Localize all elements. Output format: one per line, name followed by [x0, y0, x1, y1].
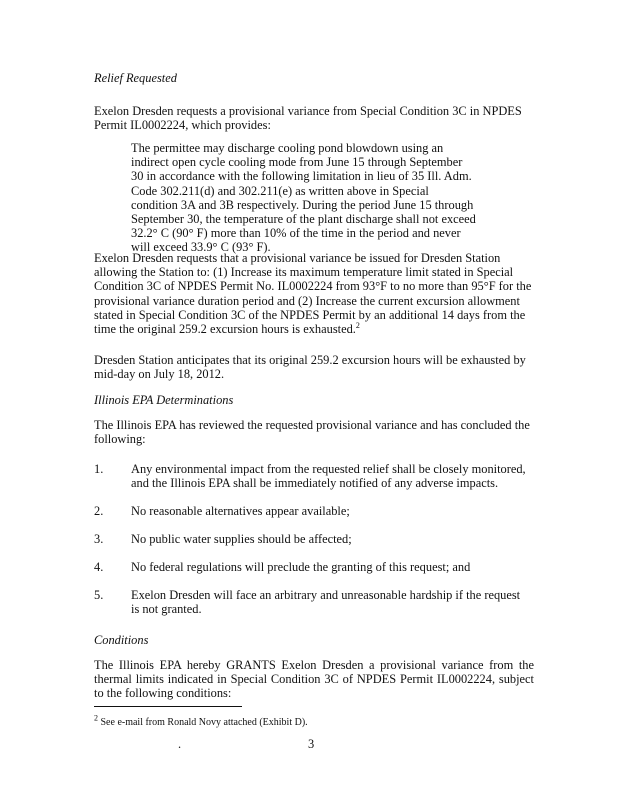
- excursion-anticipation: Dresden Station anticipates that its original 259.2 excursion hours will be exhausted by mid-day on July 18, 2012.: [94, 353, 526, 382]
- list-text: Any environmental impact from the requested relief shall be closely monitored, and the Illinois EPA shall be immediately notified of any adverse impacts.: [131, 462, 526, 491]
- variance-request: [94, 251, 534, 336]
- list-number: 3.: [94, 532, 104, 546]
- list-number: 5.: [94, 588, 104, 602]
- stray-mark: .: [178, 737, 182, 751]
- conditions-text: The Illinois EPA hereby GRANTS Exelon Dresden a provisional variance from the thermal limits indicated in Special Condition 3C of NPDES Permit IL0002224, subject to the following conditions:: [94, 658, 534, 701]
- permit-quote: The permittee may discharge cooling pond blowdown using an indirect open cycle cooling mode from June 15 through September 30 in accordance with the following limitation in lieu of 35 Ill. Adm. Code 302.211(d) and 302.211(e) as written above in Special condition 3A and 3B respectively. During the period June 15 through September 30, the temperature of the plant discharge shall not exceed 32.2° C (90° F) more than 10% of the time in the period and never will exceed 33.9° C (93° F).: [131, 141, 476, 255]
- list-number: 2.: [94, 504, 104, 518]
- list-number: 1.: [94, 462, 104, 476]
- list-number: 4.: [94, 560, 104, 574]
- determinations-heading: Illinois EPA Determinations: [94, 393, 234, 407]
- footnote-ref: 2: [355, 320, 360, 330]
- list-text: No public water supplies should be affected;: [131, 532, 352, 546]
- footnote: [94, 713, 308, 730]
- list-text: No federal regulations will preclude the granting of this request; and: [131, 560, 471, 574]
- relief-intro: Exelon Dresden requests a provisional variance from Special Condition 3C in NPDES Permit IL0002224, which provides:: [94, 104, 522, 133]
- determinations-intro: The Illinois EPA has reviewed the requested provisional variance and has concluded the following:: [94, 418, 530, 447]
- footnote-divider: [94, 706, 242, 707]
- relief-heading: Relief Requested: [94, 71, 177, 85]
- list-text: No reasonable alternatives appear available;: [131, 504, 350, 518]
- footnote-number: 2: [94, 713, 98, 723]
- page-number: 3: [308, 737, 315, 751]
- list-text: Exelon Dresden will face an arbitrary and unreasonable hardship if the request is not granted.: [131, 588, 521, 617]
- variance-request-text: Exelon Dresden requests that a provisional variance be issued for Dresden Station allowing the Station to: (1) Increase its maximum temperature limit stated in Special Condition 3C of NPDES Permit No. IL0002224 from 93°F to no more than 95°F for the provisional variance duration period and (2) Increase the current excursion allowment stated in Special Condition 3C of the NPDES Permit by an additional 14 days from the time the original 259.2 excursion hours is exhausted.: [94, 251, 532, 337]
- conditions-heading: Conditions: [94, 633, 149, 647]
- footnote-text: See e-mail from Ronald Novy attached (Exhibit D).: [100, 717, 308, 728]
